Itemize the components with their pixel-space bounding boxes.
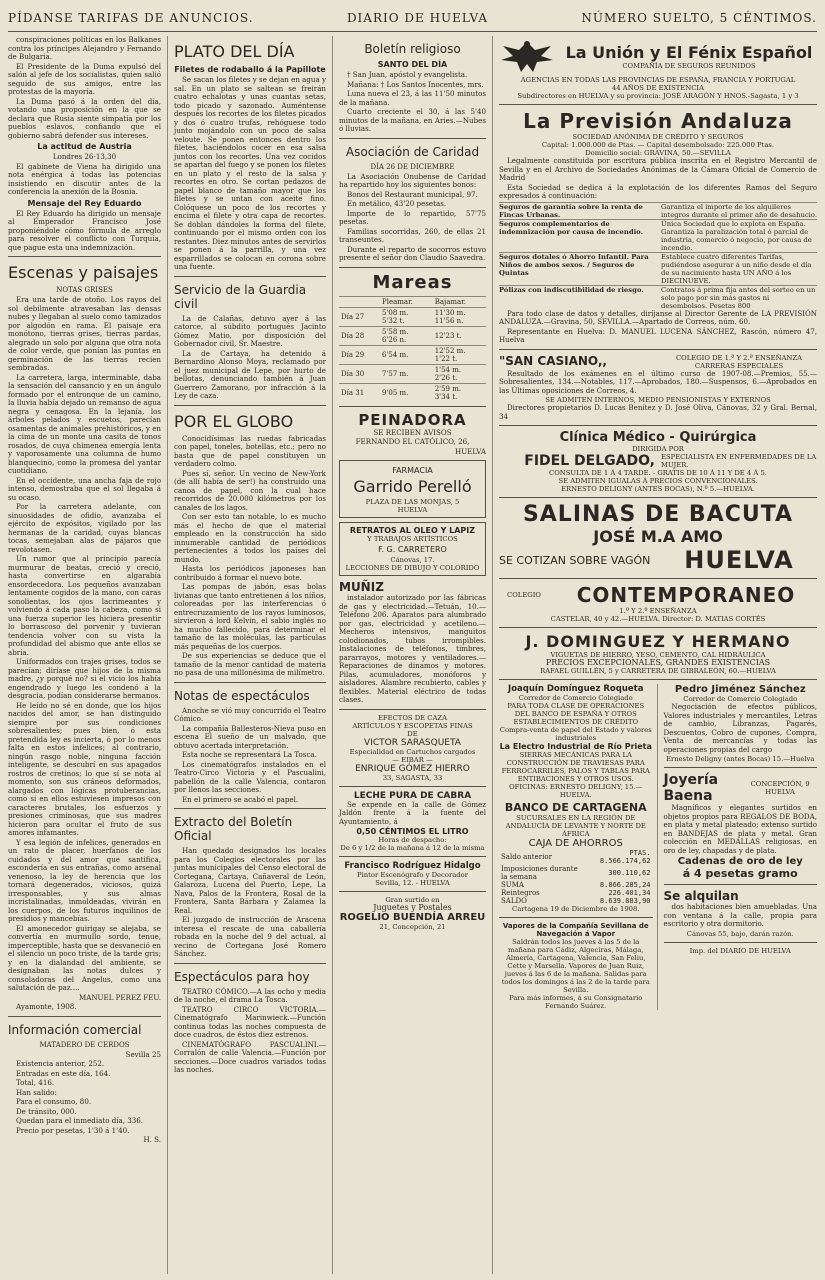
espect-paragraph: Anoche se vió muy concurrido el Teatro Cómico. (174, 705, 326, 723)
relig-subheading: SANTO DEL DÍA (377, 60, 448, 69)
item-label: Seguros de garantía sobre la renta de Fincas Urbanas. (499, 202, 643, 219)
plato-heading: PLATO DEL DÍA (174, 42, 295, 61)
buendia-address: 21, Concepción, 21 (379, 923, 446, 931)
rioprieta-text: SIERRAS MECÁNICAS PARA LA CONSTRUCCIÓN DE TRAVIESAS PARA FERROCARRILES, PALOS Y TABLAS PARA ENTIBACIONES Y OTROS USOS. OFICINAS: ERNESTO DELIGNY, 15.—HUELVA. (501, 751, 650, 799)
prevision-representative: Representante en Huelva: D. MANUEL LUCENA SÁNCHEZ, Rascón, número 47, Huelva (499, 326, 817, 344)
colegio-pre: COLEGIO (507, 591, 541, 599)
colegio-address: CASTELAR, 40 y 42.—HUELVA. Director: D. MATIAS CORTÉS (550, 615, 766, 623)
divider (499, 349, 817, 350)
divider (499, 578, 817, 579)
divider (339, 891, 486, 892)
union-ad (499, 36, 817, 76)
table-row (339, 364, 486, 383)
buendia-name: ROGELIO BUENDÍA ARREU (339, 912, 486, 923)
divider (499, 104, 817, 105)
relig-heading: Boletín religioso (364, 42, 461, 56)
hoy-paragraph: CINEMATÓGRAFO PASCUALINI.—Corralón de calle Valencia.—Función por secciones.—Doce cuadros variados todas las noches. (174, 1039, 326, 1074)
table-cell: SUMA (501, 881, 524, 889)
caza-eibar: — EIBAR — (392, 755, 433, 764)
leche-hours: De 6 y 1/2 de la mañana á 12 de la misma (340, 844, 485, 852)
bottom-left-ads (499, 684, 658, 1010)
info-line: Precio por pesetas, 1'30 á 1'40. (16, 1125, 130, 1135)
mareas-table (339, 296, 486, 402)
plato-subheading: Filetes de rodaballo á la Papillote (174, 65, 326, 74)
info-line: Existencia anterior, 252. (16, 1059, 105, 1068)
globo-paragraph: De sus experiencias se deduce que el tamaño de la menor cantidad de materia no pasa de una millonésima de milímetro. (174, 651, 326, 677)
divider (664, 942, 818, 943)
bottom-ads (499, 684, 817, 1010)
espect-paragraph: Esta noche se representará La Tosca. (182, 750, 317, 759)
salinas-title: SALINAS DE BACUTA (522, 502, 794, 527)
buendia-items: Juguetes y Postales (373, 903, 452, 912)
union-years: 44 AÑOS DE EXISTENCIA (611, 84, 704, 92)
info-date: Sevilla 25 (125, 1049, 161, 1059)
prevision-domicilio: Domicilio social: GRAVINA, 50.—SEVILLA (585, 149, 731, 157)
info-heading: Información comercial (8, 1022, 142, 1037)
prevision-sub: SOCIEDAD ANÓNIMA DE CRÉDITO Y SEGUROS (572, 133, 744, 141)
table-cell: 8.866.285,24 (599, 881, 651, 889)
union-sub: COMPAÑÍA DE SEGUROS REUNIDOS (622, 61, 756, 70)
columns (8, 36, 817, 1274)
table-cell: SALDO (501, 897, 527, 905)
escenas-paragraph: Y esa legión de infelices, generados en un rato de placer, huerfanos de los cuidados y del amor que santifica, escondería en sus entrañas, como arsenal venenoso, la ley de herencia que los tornará degenerados, viciosos, quizá irresponsables, y sus almas incristalinadas, inmoldeadas, vivirán en los cuerpos, de los futuros inquilinos de presidios y mancebías. (8, 837, 161, 923)
imprenta: Imp. del DIARIO DE HUELVA (689, 946, 791, 955)
alquilan-title: Se alquilan (663, 889, 739, 903)
joyeria-name: Joyería Baena (663, 772, 719, 804)
guardia-paragraph: La de Cartaya, ha detenido á Bernardino Alonso Moya, reclamado por el juez municipal de Lepe, por hurto de bellotas, denunciando también á Juan Guerrero Zamorano, por infracción á la Ley de caza. (174, 348, 326, 400)
escenas-paragraph: En el occidente, una ancha faja de rojo intenso, demostraba que el sol llegaba á su ocaso. (8, 475, 161, 502)
retratos-title: RETRATOS AL OLEO Y LAPIZ (349, 526, 476, 535)
peinadora-line: SE RECIBEN AVISOS (373, 427, 452, 437)
joyeria-header (664, 772, 818, 804)
escenas-paragraph: La carretera, larga, interminable, daba la sensación del cansancio y en un ángulo formado por el entronque de un camino, la lluvia había dejado un remanso de agua negra y cenagosa. En la lejanía, los árboles pelados y escuetos, parecían osamentas de animales prehistóricos, y en la cima de un monte una casita de tonos rosados, de cuya chimenea emergía lenta y vaporosamente una columna de humo blanquecino, como la promesa del yantar cuotidiano. (8, 372, 161, 475)
casiano-admit: SE ADMITEN INTERNOS, MEDIO PENSIONISTAS Y EXTERNOS (545, 396, 771, 404)
retratos-sub: Y TRABAJOS ARTÍSTICOS (367, 535, 458, 543)
banco-sub: SUCURSALES EN LA REGIÓN DE ANDALUCÍA DE LEVANTE Y NORTE DE ÁFRICA (505, 814, 646, 838)
divider (339, 709, 486, 710)
caridad-line: En metálico, 43'20 pesetas. (347, 199, 447, 208)
roqueta-trade: Corredor de Comercio Colegiado (518, 694, 633, 702)
guardia-paragraph: La de Calañas, detuvo ayer á las catorce, al súbdito portugués Jacinto Gómez Matio, por disposición del Gobernador civil, Sr. Maestre. (174, 313, 326, 348)
caridad-line: Bonos del Restaurant municipal, 97. (347, 189, 478, 199)
dominguez-title: J. DOMINGUEZ Y HERMANO (525, 632, 791, 651)
table-header-row (339, 296, 486, 307)
salinas-city: HUELVA (684, 546, 794, 574)
bottom-right-ads (664, 684, 818, 1010)
farmacia-label: FARMACIA (392, 466, 433, 475)
prevision-title: La Previsión Andaluza (523, 109, 793, 133)
pedro-text: Negociación de efectos públicos, Valores industriales y mercantiles, Letras de cambio, Libranzas, Pagarés, Descuentos, Cobro de cupones, Compra, Venta de mercancías y todas las operaciones propias del cargo (663, 702, 817, 754)
column-3 (333, 36, 493, 1274)
alquilan-text: dos habitaciones bien amuebladas. Una con ventana á la calle, propia para escritorio y otra dormitorio. (663, 902, 817, 928)
list-item (499, 252, 817, 285)
hoy-paragraph: TEATRO CÓMICO.—A las ocho y media de la noche, el drama La Tosca. (174, 986, 326, 1004)
table-cell: 9'05 m. (380, 383, 433, 402)
prevision-items (499, 202, 817, 310)
masthead-left: PÍDANSE TARIFAS DE ANUNCIOS. (8, 10, 254, 25)
info-line: Entradas en este día, 164. (16, 1068, 111, 1078)
masthead-right: NÚMERO SUELTO, 5 CÉNTIMOS. (581, 10, 817, 25)
pedro-trade: Corredor de Comercio Colegiado (683, 695, 798, 703)
info-line: Total, 416. (16, 1078, 55, 1087)
divider (499, 497, 817, 498)
boletin-heading: Extracto del Boletín Oficial (174, 815, 293, 843)
info-line: Quedan para el inmediato día, 336. (16, 1116, 144, 1125)
info-sign: H. S. (143, 1135, 161, 1144)
colegio-name: CONTEMPORANEO (576, 583, 796, 607)
clinica-address: ERNESTO DELIGNY (ANTES BOCAS), N.º 5.—HUELVA. (561, 485, 755, 493)
hidalgo-address: Sevilla, 12. - HUELVA (375, 879, 450, 887)
list-item (499, 285, 817, 310)
list-item (499, 219, 817, 252)
hidalgo-name: Francisco Rodríguez Hidalgo (344, 861, 481, 871)
prevision-info: Para todo clase de datos y detalles, diríjanse al Director Gerente de LA PREVISIÓN ANDALUZA.—Gravina, 50, SEVILLA.—Apartado de Correos, núm. 60. (499, 308, 817, 326)
hoy-heading: Espectáculos para hoy (174, 969, 310, 984)
hidalgo-trade: Pintor Escenógrafo y Decorador (357, 871, 468, 879)
colegio-row (499, 583, 817, 607)
divider (499, 627, 817, 628)
escenas-paragraph: Un rumor que al principio parecía murmurar de beatas, creció y creció, hasta convertirse en algarabía ensordecedora. Los pequeños avanzaban lentamente cogidos de la mano, con caras sonolientas, los ojos lacrimeantes y volviendo á cada paso la cabeza, como si una fuerza superior les hiciera presentir lo borrascoso del porvenir y tuvieran tendencia volver con su vista la profundidad del abismo que ante ellos se abría. (8, 554, 161, 657)
prevision-capital: Capital: 1.000.000 de Ptas. — Capital desembolsado: 225.000 Ptas. (541, 141, 775, 149)
table-cell: 5'58 m. 6'26 n. (380, 326, 433, 345)
table-row (339, 345, 486, 364)
info-line: Han salido: (16, 1087, 57, 1097)
escenas-place: Ayamonte, 1908. (16, 1002, 77, 1011)
item-description: Establece cuatro diferentes Tarifas, pudiéndose asegurar á un niño desde el día de su nacimiento hasta UN AÑO á los DIECINUEVE. (661, 252, 812, 285)
caridad-line: La Asociación Onubense de Caridad ha repartido hoy los siguientes bonos: (339, 171, 486, 189)
peinadora-line: FERNANDO EL CATÓLICO, 26, (355, 437, 470, 446)
salinas-row (499, 546, 817, 574)
peinadora-line: HUELVA (455, 446, 486, 456)
austria-date: Londres 26-13,30 (52, 152, 117, 161)
divider (499, 917, 653, 918)
clinica-by: DIRIGIDA POR (632, 445, 684, 453)
divider (339, 856, 486, 857)
clinica-title: Clínica Médico - Quirúrgica (559, 430, 757, 445)
eduardo-text: El Rey Eduardo ha dirigido un mensaje al Emperador Francisco José proponiéndole cómo fórmula de arreglo para resolver el conflicto con Turquía, que pague esta una indemnización. (8, 208, 161, 252)
austria-heading: La actitud de Austria (37, 142, 132, 151)
caza-especialidad: Especialidad en Cartuchos cargados (349, 747, 476, 756)
item-label: Seguros complementarios de indemnización por causa de incendio. (499, 219, 643, 236)
pedro-address: Ernesto Deligny (antes Bocas) 15.—Huelva (666, 755, 815, 763)
column-2 (168, 36, 333, 1274)
table-header-cell: Pleamar. (380, 296, 433, 307)
vapores-foot: Para más informes, á su Consignatario (509, 994, 643, 1002)
table-cell: 2'59 m. 3'34 t. (433, 383, 486, 402)
escenas-subheading: NOTAS GRISES (56, 286, 113, 294)
info-line: De tránsito, 000. (16, 1106, 77, 1116)
divider (339, 138, 486, 139)
escenas-author: MANUEL PEREZ FEU. (78, 992, 161, 1002)
dominguez-sub: VIGUETAS DE HIERRO, YESO, CEMENTO, CAL HIDRÁULICA (550, 651, 766, 659)
divider (174, 963, 326, 964)
masthead (8, 4, 817, 32)
plato-text: Se sacan los filetes y se dejan en agua y sal. En un plato se saltean se freirán cuatro echalotas y unas cuantas setas, todo picado y sazonado. Auméntense después los recortes de los filetes picados y dos ó cuatro trufas, rehóguese todo junto mojándolo con un poco de salsa veloute. Se ponen entonces dentro los filetes, haciéndolos cocer en esa salsa juntos con los recortes. Una vez cocidos se apartan del fuego y se ponen los filetes en un plato y el resto de la salsa y recortes en otro. Se cortan pedazos de papel blanco de tamaño mayor que los filetes y se untan con aceite fino. Colóquese un poco de los recortes y encima el filete y otra capa de recortes. Se doblan dándoles la forma del filete, continuando por el mismo orden con los restantes. Diez minutos antes de servirlos se ponen á la parrilla, y una vez esparrillados se colocan en corona sobre una fuente. (174, 75, 326, 271)
caza-name: VICTOR SARASQUETA (364, 737, 461, 748)
divider (8, 1016, 161, 1017)
table-cell: Reintegros (501, 889, 540, 897)
joyeria-address: CONCEPCIÓN, 9 HUELVA (750, 780, 810, 796)
intro-paragraph: La Duma pasó á la orden del día, votando una proposición en la que se declara que Rusia siente simpatía por los pueblos eslavos, confiando que el gobierno sabrá defender sus intereses. (8, 96, 161, 140)
muniz-name: MUÑIZ (339, 580, 384, 594)
farmacia-address: PLAZA DE LAS MONJAS, 5 (365, 498, 460, 506)
globo-paragraph: Hasta los periódicos japoneses han contribuido á formar el nuevo bote. (174, 564, 326, 582)
clinica-name: FIDEL DELGADO, (524, 453, 655, 469)
cadenas-price: á 4 pesetas gramo (682, 867, 798, 880)
relig-line: Cuarto creciente el 30, á las 5'40 minutos de la mañana, en Aries.—Nubes ó lluvias. (339, 107, 486, 133)
escenas-paragraph: Por la carretera adelante, con sinuosidades de ofidio, avanzaba el ejército de expósitos, vigilado por las hermanas de la caridad, cuyas blancas tocas, semejaban alas de pájaros que revolotasen. (8, 502, 161, 554)
caridad-line: Durante el reparto de socorros estuvo presente el señor don Claudio Saavedra. (339, 244, 486, 262)
table-cell: Día 31 (339, 383, 380, 402)
prevision-paragraph: Legalmente constituida por escritura pública inscrita en el Registro Mercantil de Sevilla y en el Archivo de Sociedades Anónimas de la Cámara Oficial de Comercio de Madrid (499, 156, 817, 182)
clinica-hours: CONSULTA DE 1 Á 4 TARDE. - GRATIS DE 10 Á 11 Y DE 4 Á 5. (549, 469, 767, 477)
table-cell: 5'08 m. 5'32 t. (380, 307, 433, 326)
divider (499, 679, 817, 680)
table-row (499, 889, 653, 897)
muniz-text: instalador autorizado por las fábricas de gas y electricidad.—Tetuán, 10.—Teléfono 206. Aparatos para alumbrado por gas, electricidad y acetileno.—Mecheros intensivos, manguitos colodionados, tubos irrompibles. Instalaciones de teléfonos, timbres, pararrayos, motores y ventiladores.—Reparaciones de dinamos y motores. Pilas, acumuladores, monóforos y aisladores. Alambre recubierto, cables y flexibles. Material eléctrico de todas clases. (339, 593, 486, 704)
salinas-left: SE COTIZAN SOBRE VAGÓN (499, 553, 651, 567)
escenas-paragraph: He leído no sé en donde, que los hijos nacidos del amor, se han distinguido siempre por sus condiciones sobresalientes; pues bien, ó esta pretendida ley es incierta, ó por lo menos falta en estos infelices; al contrario, ningún rasgo noble, ninguna facción inteligente, se descubrí en sus apagados rostros de cretinos; lo que sí se nota al momento, son sus cráneos deformados, alargados con lógicas protuberancias, como si en ellos estuviesen impresos con caracteres brutales, los esfuerzos y presiones criminosas, que sus madres hicieron para ocultar el fruto de sus amores infamantes. (8, 700, 161, 837)
espect-paragraph: Los cinematógrafos instalados en el Teatro-Circo Victoria y el Pascualini, pabellón de la calle Valencia, contaron por llenos las secciones. (174, 759, 326, 794)
farmacia-name: Garrido Perelló (353, 477, 472, 496)
info-subheading: MATADERO DE CERDOS (39, 1040, 130, 1049)
espect-heading: Notas de espectáculos (174, 688, 310, 703)
divider (174, 276, 326, 277)
divider (664, 767, 818, 768)
casiano-text: Resultado de los exámenes en el último curso de 1907-08.—Premios, 55.—Sobresalientes, 134.—Notables, 117.—Aprobados, 180.—Suspensos, 6.—Aprobados en las Últimas oposiciones de Correos, 4. (499, 368, 817, 395)
caza-address: 33, SAGASTA, 33 (382, 773, 443, 782)
table-cell: Día 29 (339, 345, 380, 364)
table-cell: 7'57 m. (380, 364, 433, 383)
divider (174, 405, 326, 406)
casiano-header (499, 354, 817, 370)
divider (499, 425, 817, 426)
divider (339, 406, 486, 407)
salinas-name: JOSÉ M.A AMO (593, 527, 723, 546)
espect-paragraph: En el primero se acabó el papel. (182, 794, 299, 804)
table-cell: 1'54 m. 2'26 t. (433, 364, 486, 383)
escenas-heading: Escenas y paisajes (8, 263, 159, 282)
caza-agent: ENRIQUE GÓMEZ HIERRO (355, 763, 470, 774)
eduardo-heading: Mensaje del Rey Eduardo (27, 198, 142, 208)
boletin-paragraph: Han quedado designados los locales para los Colegios electorales por las juntas municipales del Censo electoral de Cortegana, Cartaya, Cañaveral de León, Galaroza, Lucena del Puerto, Lepe, La Nava, Palos de la Frontera, Rosal de la Frontera, Santa Bárbara y Zalamea la Real. (174, 846, 326, 915)
caza-sub: ARTÍCULOS Y ESCOPETAS FINAS (352, 721, 473, 730)
banco-table (499, 849, 653, 905)
table-row (339, 383, 486, 402)
retratos-address: Cánovas, 17. (390, 556, 435, 564)
item-label: Seguros dotales ó Ahorro Infantil. Para Niños de ambos sexos. / Seguros de Quintas (499, 252, 649, 277)
retratos-name: F. G. CARRETERO (378, 545, 447, 554)
divider (174, 682, 326, 683)
banco-title: BANCO DE CARTAGENA (504, 801, 647, 814)
divider (664, 884, 818, 885)
list-item (499, 202, 817, 219)
item-description: Única Sociedad que lo explota en España. Garantiza la paralización total ó parcial de industria, comercio ó negocio, por causa de incendio. (661, 219, 812, 252)
table-cell: Imposiciones durante la semana (501, 865, 578, 881)
roqueta-text: PARA TODA CLASE DE OPERACIONES DEL BANCO DE ESPAÑA Y OTROS ESTABLECIMIENTOS DE CRÉDITO Compra-venta de papel del Estado y valores industriales (499, 702, 652, 742)
globo-paragraph: Pues sí, señor. Un vecino de New-York (de allí había de ser!) ha construido una canoa de papel, con la cual hace recorridos de 20.000 kilómetros por los canales de los lagos. (174, 468, 326, 512)
table-cell: 12'23 t. (433, 326, 486, 345)
table-row (499, 849, 653, 865)
roqueta-name: Joaquín Domínguez Roqueta (508, 684, 644, 694)
column-4 (493, 36, 817, 1274)
escenas-paragraph: Era una tarde de otoño. Los rayos del sol debilmente atravesaban las densas nubes y llegaban al suelo como tamizados por algodón en rama. El paisaje era monótono, tierras grises, tierras pardas, alegrado un solo por alguna que otra nota de color verde, que ponían las puntas en germinación de las tierras recien sembradas. (8, 295, 161, 372)
farmacia-city: HUELVA (397, 506, 428, 514)
hoy-paragraph: TEATRO CIRCO VICTORIA.—Cinematógrafo Marinwieck.—Función continua todas las noches compuesta de doce cuadros, de éstos diez estrenos. (174, 1004, 326, 1039)
table-header-cell (339, 296, 380, 307)
escenas-paragraph: Uniformados con trajes grises, todos se parecían; diríase que hijos de la misma madre, ¿y porqué no? si el vicio los había engendrado y luego les condenó á la desgracia, podían considerarse hermanos. (8, 657, 161, 700)
table-cell: Saldo anterior (501, 853, 552, 861)
table-cell: 226.401,34 (608, 889, 651, 897)
relig-line: Mañana: † Los Santos Inocentes, mrs. (347, 79, 484, 89)
vapores-sign: Fernando Suárez. (545, 1002, 607, 1010)
relig-line: Luna nueva el 23, á las 11'50 minutos de la mañana. (339, 89, 486, 107)
table-cell: Día 27 (339, 307, 380, 326)
globo-paragraph: Conocidísimas las ruedas fabricadas con papel, toneles, botellas, etc.; pero no basta que de papel constituyen un verdadero colmo. (174, 433, 326, 468)
dominguez-address: RAFAEL GUILLÉN, 5 y CARRETERA DE GIBRALEÓN, 60.—HUELVA (540, 667, 776, 675)
mareas-heading: Mareas (372, 271, 453, 293)
casiano-right: COLEGIO DE 1.ª Y 2.ª ENSEÑANZA CARRERAS ESPECIALES (675, 353, 803, 370)
rioprieta-name: La Electro Industrial de Río Prieta (499, 742, 652, 751)
table-header-cell: Bajamar. (433, 296, 486, 307)
caridad-line: Importe de lo repartido, 57'75 pesetas. (339, 208, 486, 226)
item-description: Contratos á prima fija antes del sorteo en un solo pago por sin más gastos ni desembolsos. Pesetas 800 (661, 285, 816, 310)
caridad-line: Familias socorridas, 260, de ellas 21 transeuntes. (339, 226, 486, 244)
globo-paragraph: Con ser esto tan notable, lo es mucho más el hecho de que el material empleado en la construcción ha sido innumerable cantidad de periódicos pertenecientes á todos los países del mundo. (174, 512, 326, 564)
divider (339, 786, 486, 787)
leche-text: Se expende en la calle de Gómez Jaldón frente á la fuente del Ayuntamiento, á (339, 799, 486, 826)
alquilan-address: Cánovas 55, bajo, darán razón. (686, 929, 794, 938)
espect-paragraph: La compañía Ballesteros-Nieva puso en escena El sueño de un malvado, que obtuvo acertada interpretación. (174, 723, 326, 750)
masthead-center: DIARIO DE HUELVA (346, 10, 488, 25)
table-cell: Día 30 (339, 364, 380, 383)
table-row (499, 881, 653, 889)
table-row (499, 865, 653, 881)
cadenas-title: Cadenas de oro de ley (677, 856, 803, 867)
union-title: La Unión y El Fénix Español (565, 42, 813, 62)
divider (339, 267, 486, 268)
clinica-specialty: ESPECIALISTA EN ENFERMEDADES DE LA MUJER. (661, 453, 817, 469)
item-description: Garantiza el importe de los alquileres integros durante el primer año de desahucio. (661, 202, 817, 219)
casiano-title: "SAN CASIANO,, (499, 353, 607, 368)
vapores-text: Saldrán todos los jueves á las 5 de la mañana para Cádiz, Algeciras, Málaga, Almería, Cartagena, Valencia, San Feliu, Cette y Marsella. Vapores de Juan Ruiz, jueves á las 6 de la mañana. Salidas para todos los domingos á las 2 de la tarde para Sevilla. (501, 938, 650, 994)
prevision-paragraph: Esta Sociedad se dedica á la explotación de los diferentes Ramos del Seguro expresados á continuación: (499, 182, 817, 200)
phoenix-icon (499, 36, 555, 76)
union-line: AGENCIAS EN TODAS LAS PROVINCIAS DE ESPAÑA, FRANCIA Y PORTUGAL (520, 76, 796, 84)
table-cell: 300.110,62 (608, 869, 651, 877)
table-cell: Día 28 (339, 326, 380, 345)
dominguez-prices: PRECIOS EXCEPCIONALES, GRANDES EXISTENCIAS (545, 658, 771, 667)
retratos-foot: LECCIONES DE DIBUJO Y COLORIDO (345, 564, 480, 572)
table-row (339, 307, 486, 326)
caridad-heading: Asociación de Caridad (345, 144, 480, 159)
divider (174, 808, 326, 809)
clinica-doctor (499, 453, 817, 469)
union-director: Subdirectores en HUELVA y su provincia: JOSÉ ARAGÓN Y HNOS.-Sagasta, 1 y 3 (517, 92, 799, 100)
clinica-admit: SE ADMITEN IGUALAS Á PRECIOS CONVENCIONALES. (558, 477, 758, 485)
table-row (339, 326, 486, 345)
peinadora-heading: PEINADORA (358, 410, 467, 429)
column-1 (8, 36, 168, 1274)
leche-title: LECHE PURA DE CABRA (353, 790, 472, 801)
mareas-body (339, 307, 486, 402)
intro-paragraph: El Presidente de la Duma expulsó del salón al jefe de los socialistas, quien salió seguido de sus amigos, entre las protestas de la mayoría. (8, 61, 161, 96)
pedro-name: Pedro Jiménez Sánchez (674, 684, 806, 695)
intro-paragraph: conspiraciones políticas en los Balkanes contra los príncipes Alejandro y Fernando de Bulgaria. (8, 36, 161, 61)
globo-heading: POR EL GLOBO (174, 411, 294, 431)
table-cell: 8.639.883,90 (599, 897, 651, 905)
austria-text: El gabinete de Viena ha dirigido una nota enérgica á todas las potencias insistiendo en discutir antes de la conferencia la anexión de la Bosnia. (8, 161, 161, 196)
joyeria-text: Magníficos y elegantes surtidos en objetos propios para REGALOS DE BODA, en plata y metal plateado; extenso surtido en BANDEJAS de plata y metal. Gran colección en MEDALLAS religiosas, en oro de ley, chapadas y de plata. (663, 803, 817, 855)
caza-of: DE (407, 729, 418, 738)
farmacia-ad (339, 460, 486, 518)
relig-line: † San Juan, apóstol y evangelista. (347, 70, 468, 79)
leche-price: 0,50 CÉNTIMOS EL LITRO (356, 827, 469, 836)
escenas-paragraph: El amonecedor guirigay se alejaba, se convertía en murmullo sordo, tenue, imperceptible, hasta que se desvaneció en el silencio un poco triste, de la tarde gris; y en la dialandad del ambiente, se designaban las notas dulces y consoladoras del Angelus, como una salutación de paz.... (8, 923, 161, 992)
retratos-ad (339, 522, 486, 576)
table-cell: 6'54 m. (380, 345, 433, 364)
item-label: Pólizas con indiscutibilidad de riesgo. (499, 285, 644, 294)
caza-title: EFECTOS DE CAZA (377, 713, 448, 722)
buendia-top: Gran surtido en (385, 896, 440, 904)
casiano-directors: Directores propietarios D. Lucas Benítez y D. José Oliva, Cánovas, 32 y Gral. Bernal, 34 (499, 403, 817, 421)
colegio-sub: 1.º Y 2.º ENSEÑANZA (619, 607, 697, 615)
banco-date: Cartagena 19 de Diciembre de 1908. (512, 905, 640, 913)
leche-hours-title: Horas de despacho: (378, 836, 447, 844)
divider (8, 256, 161, 257)
globo-paragraph: Las pompas de jabón, esas bolas livianas que tanto entretienen á los niños, coloreadas por las interferencias ó entrecruzamiento de los rayos luminosos, sirvieron á lord Kelvin, el sabio inglés no ha mucho fallecido, para determinar el tamaño de las moléculas, las partículas más pequeñas de los cuerpos. (174, 582, 326, 651)
vapores-title: Vapores de la Compañía Sevillana de Navegación á Vapor (502, 922, 649, 938)
boletin-paragraph: El juzgado de instrucción de Aracena interesa el rescate de una caballería robada en la noche del 9 del actual, al vecino de Cortegana José Romero Sánchez. (174, 915, 326, 958)
caridad-subheading: DÍA 26 DE DICIEMBRE (370, 162, 455, 171)
table-row (499, 897, 653, 905)
table-cell: PTAS. 8.566.174,62 (599, 849, 651, 865)
table-cell: 12'52 m. 1'22 t. (433, 345, 486, 364)
guardia-heading: Servicio de la Guardia civil (174, 282, 307, 311)
banco-caja: CAJA DE AHORROS (528, 838, 623, 849)
info-line: Para el consumo, 80. (16, 1097, 92, 1106)
table-cell: 11'30 m. 11'56 n. (433, 307, 486, 326)
